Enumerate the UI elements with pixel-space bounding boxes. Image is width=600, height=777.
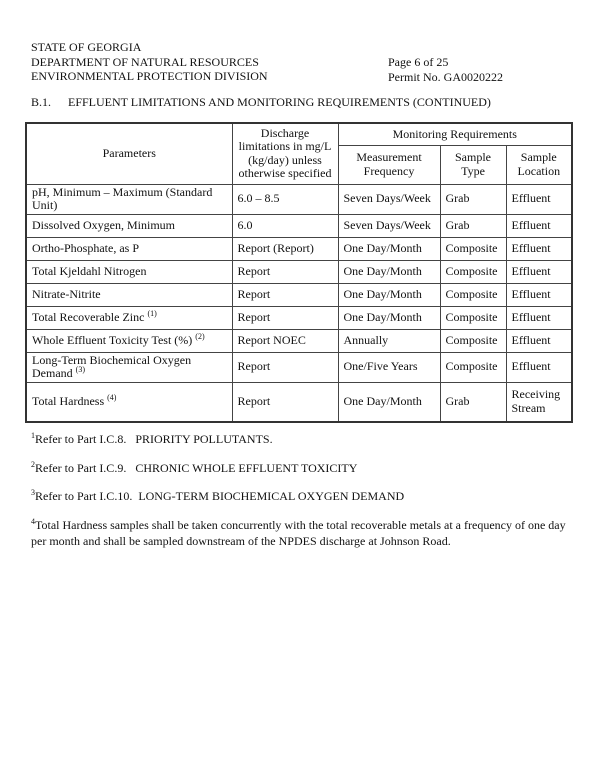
agency-division: ENVIRONMENTAL PROTECTION DIVISION [31,69,268,83]
type-cell: Composite [440,283,506,306]
parameter-name: Whole Effluent Toxicity Test (%) [32,332,193,347]
header-sample-type: Sample Type [440,145,506,184]
footnote-ref: (3) [75,365,85,374]
location-cell: Effluent [506,237,572,260]
footnote-text: Refer to Part I.C.10. LONG-TERM BIOCHEMICAL OXYGEN DEMAND [35,489,405,503]
parameter-cell: Total Kjeldahl Nitrogen [26,260,232,283]
location-cell: Effluent [506,306,572,329]
header-measurement-frequency: Measurement Frequency [338,145,440,184]
table-row [26,306,572,329]
section-heading [31,95,491,110]
agency-header [31,40,268,84]
header-parameters: Parameters [26,123,232,184]
limit-cell: Report [232,306,338,329]
type-cell: Grab [440,214,506,237]
footnote-mark: 3 [31,488,35,497]
parameter-cell [26,352,232,382]
frequency-cell: One/Five Years [338,352,440,382]
footnote-ref: (4) [107,393,117,402]
table-row [26,260,572,283]
frequency-cell: One Day/Month [338,260,440,283]
frequency-cell: One Day/Month [338,283,440,306]
header-discharge-limitations: Discharge limitations in mg/L (kg/day) unless otherwise specified [232,123,338,184]
frequency-cell: Seven Days/Week [338,214,440,237]
footnote-2 [31,461,357,476]
table-row [26,214,572,237]
header-monitoring-requirements: Monitoring Requirements [338,123,572,145]
limit-cell: Report NOEC [232,329,338,352]
parameter-cell: Nitrate-Nitrite [26,283,232,306]
frequency-cell: One Day/Month [338,382,440,422]
type-cell: Grab [440,382,506,422]
type-cell: Composite [440,329,506,352]
parameter-cell [26,329,232,352]
frequency-cell: Seven Days/Week [338,184,440,214]
table-row [26,382,572,422]
table-row [26,184,572,214]
location-cell: Effluent [506,283,572,306]
table-row [26,283,572,306]
parameter-name: Total Hardness [32,394,105,408]
footnote-mark: 2 [31,460,35,469]
limit-cell: Report [232,260,338,283]
type-cell: Composite [440,260,506,283]
effluent-limits-table [25,122,573,423]
frequency-cell: One Day/Month [338,306,440,329]
location-cell: Effluent [506,184,572,214]
location-cell: Receiving Stream [506,382,572,422]
location-cell: Effluent [506,352,572,382]
footnote-mark: 4 [31,517,35,526]
location-cell: Effluent [506,329,572,352]
limit-cell: Report [232,382,338,422]
limit-cell: Report [232,352,338,382]
location-cell: Effluent [506,214,572,237]
parameter-cell [26,382,232,422]
footnote-text: Refer to Part I.C.8. PRIORITY POLLUTANTS. [35,432,273,446]
type-cell: Composite [440,352,506,382]
footnote-4 [31,517,571,549]
footnote-1 [31,432,273,447]
limit-cell: 6.0 [232,214,338,237]
limit-cell: Report [232,283,338,306]
parameter-cell: pH, Minimum – Maximum (Standard Unit) [26,184,232,214]
table-row [26,329,572,352]
header-sample-location: Sample Location [506,145,572,184]
parameter-cell [26,306,232,329]
parameter-cell: Dissolved Oxygen, Minimum [26,214,232,237]
permit-number: Permit No. GA0020222 [388,69,503,84]
footnote-text: Total Hardness samples shall be taken concurrently with the total recoverable metals at a frequency of one day per month and shall be sampled downstream of the NPDES discharge at Johnson Road. [31,518,566,548]
agency-department: DEPARTMENT OF NATURAL RESOURCES [31,54,259,69]
section-title: EFFLUENT LIMITATIONS AND MONITORING REQUIREMENTS (CONTINUED) [68,95,491,109]
table-row [26,352,572,382]
footnote-text: Refer to Part I.C.9. CHRONIC WHOLE EFFLUENT TOXICITY [35,461,358,475]
parameter-name: Total Recoverable Zinc [32,309,145,324]
footnote-mark: 1 [31,431,35,440]
footnote-3 [31,489,404,504]
agency-state: STATE OF GEORGIA [31,40,142,54]
frequency-cell: One Day/Month [338,237,440,260]
limit-cell: 6.0 – 8.5 [232,184,338,214]
type-cell: Composite [440,237,506,260]
type-cell: Composite [440,306,506,329]
page-number: Page 6 of 25 [388,55,449,69]
type-cell: Grab [440,184,506,214]
table-row [26,237,572,260]
parameter-cell: Ortho-Phosphate, as P [26,237,232,260]
footnote-ref: (1) [147,308,157,318]
limit-cell: Report (Report) [232,237,338,260]
footnote-ref: (2) [195,331,205,341]
page-info [388,55,503,84]
frequency-cell: Annually [338,329,440,352]
section-number: B.1. [31,95,52,109]
location-cell: Effluent [506,260,572,283]
parameter-name: Long-Term Biochemical Oxygen Demand [32,352,192,380]
